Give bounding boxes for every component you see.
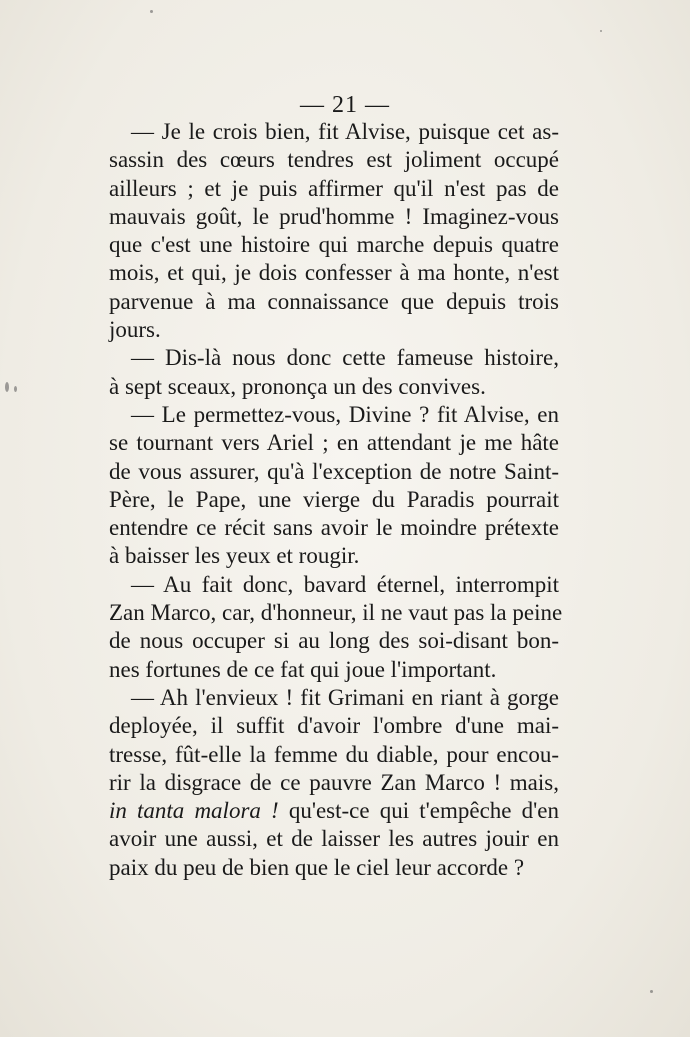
print-speck	[5, 382, 9, 392]
text-line: — Le permettez-vous, Divine ? fit Alvise, en	[131, 401, 559, 427]
text-line: tresse, fût-elle la femme du diable, pour encou-	[109, 741, 559, 767]
text-line: Père, le Pape, une vierge du Paradis pourrait	[109, 486, 559, 512]
text-line: se tournant vers Ariel ; en attendant je me hâte	[109, 430, 559, 456]
text-line: paix du peu de bien que le ciel leur accorde ?	[109, 854, 525, 880]
text-line: — Au fait donc, bavard éternel, interrompit	[131, 571, 559, 597]
text-line: Zan Marco, car, d'honneur, il ne vaut pas la peine	[109, 600, 563, 626]
text-line: deployée, il suffit d'avoir l'ombre d'une mai-	[109, 713, 559, 739]
body-text	[109, 118, 563, 882]
text-line-mixed	[109, 797, 559, 825]
text-line: — Dis-là nous donc cette fameuse histoire,	[131, 345, 559, 371]
text-line: ailleurs ; et je puis affirmer qu'il n'est pas de	[109, 175, 559, 201]
text-line: mauvais goût, le prud'homme ! Imaginez-vous	[109, 203, 559, 229]
text-line: rir la disgrace de ce pauvre Zan Marco ! mais,	[109, 769, 559, 795]
print-speck	[14, 386, 17, 392]
italic-phrase: in tanta malora !	[109, 798, 279, 824]
page-number: — 21 —	[300, 92, 390, 118]
text-line: sassin des cœurs tendres est joliment occupé	[109, 147, 559, 173]
text-line: jours.	[109, 317, 161, 343]
text-line: avoir une aussi, et de laisser les autres jouir en	[109, 826, 559, 852]
text-line: mois, et qui, je dois confesser à ma honte, n'est	[109, 260, 559, 286]
text-line: parvenue à ma connaissance que depuis trois	[109, 288, 559, 314]
print-speck	[600, 30, 602, 32]
print-speck	[650, 990, 653, 993]
text-line: entendre ce récit sans avoir le moindre prétexte	[109, 515, 559, 541]
text-line: de nous occuper si au long des soi-disant bon-	[109, 628, 559, 654]
text-line: nes fortunes de ce fat qui joue l'important.	[109, 656, 497, 682]
print-speck	[150, 10, 153, 13]
text-fragment: qu'est-ce qui t'empêche d'en	[278, 798, 559, 824]
text-line: à sept sceaux, prononça un des convives.	[109, 373, 486, 399]
text-line: que c'est une histoire qui marche depuis quatre	[109, 232, 559, 258]
text-line: — Je le crois bien, fit Alvise, puisque cet as-	[131, 119, 559, 144]
text-line: à baisser les yeux et rougir.	[109, 543, 360, 569]
text-line: — Ah l'envieux ! fit Grimani en riant à gorge	[131, 684, 559, 710]
text-line: de vous assurer, qu'à l'exception de notre Saint-	[109, 458, 559, 484]
